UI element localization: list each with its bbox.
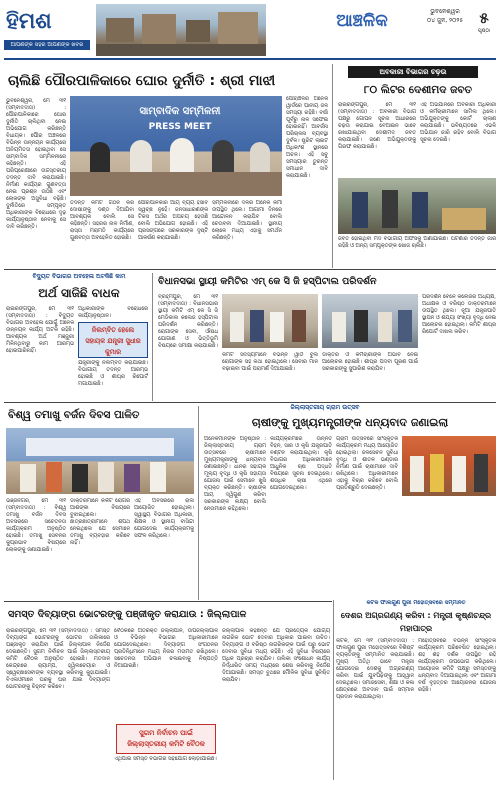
voters-body-col2b: ଏଥିପାଇଁ ସମସ୍ତ ବିଭାଗର ସହଯୋଗ ଲୋଡ଼ାଯାଇଛି।	[114, 756, 217, 762]
budget-body-col1: ରାଇରଙ୍ଗପୁର, ମେ ୩୧ (ସମ୍ବାଦଦାତା) : ବିଦ୍ୟୁତ ବିଭାଗର ଅବହେଳା ଯୋଗୁଁ ଅନେକ ଉନ୍ନୟନ କାର୍ଯ୍ୟ ଅଟକି ରହିଛି। ଆବଶ୍ୟକ ଅର୍ଥ ମଞ୍ଜୁରୀ ମିଳିନଥିବାରୁ କାମ ଆରମ୍ଭ ହୋଇପାରିନାହିଁ।	[6, 306, 74, 354]
budget-divider	[152, 273, 153, 401]
page-number: ୫	[479, 9, 489, 27]
voters-body-col2: ବୈଠକରେ ଅତିରିକ୍ତ ଜିଲ୍ଲାପାଳ, ଉପଜିଲ୍ଲାପାଳ ଓ ବିଭିନ୍ନ ବିଭାଗର ଅଧିକାରୀମାନେ ଯୋଗଦେଇଥିଲେ। ଦିବ୍ୟାଙ୍ଗ ସଂଗଠନର ପ୍ରତିନିଧିମାନେ ମଧ୍ୟ ନିଜର ମତାମତ ରଖିଥିଲେ। ସଚେତନତା ଅଭିଯାନ ଚଳାଇବାକୁ ନିଷ୍ପତ୍ତି ନିଆଯାଇଛି।	[114, 628, 218, 669]
right-column-divider	[332, 64, 333, 268]
masthead-banner-photo	[96, 4, 266, 56]
assembly-body-col2: କମିଟି ସଦସ୍ୟମାନେ ବିଭିନ୍ନ ୱାର୍ଡ ବୁଲି ରୋଗୀଙ୍କ ସହ କଥା ହୋଇଥିଲେ। ସେବାର ମାନ ବଢ଼ାଇବା ପାଇଁ ପରାମର୍ଶ ଦିଆଯାଇଛି।	[222, 352, 318, 372]
tobacco-headline: ବିଶ୍ୱ ତମାଖୁ ବର୍ଜନ ଦିବସ ପାଳିତ	[8, 409, 140, 421]
masthead-logo: ହିମଶ	[6, 8, 52, 34]
assembly-headline: ବିଧାନସଭା ସ୍ଥାୟୀ କମିଟିର ଏମ୍ କେ ସି ଜି ହସ୍ପିଟାଲ ପରିଦର୍ଶନ	[158, 276, 377, 287]
section-title: ଆଞ୍ଚଳିକ	[336, 11, 388, 31]
dateline-date: ୦୪ ଜୁନ, ୨୦୨୫	[426, 17, 464, 24]
voters-body-col1: ରାଇରଙ୍ଗପୁର, ମେ ୩୧ (ସମ୍ବାଦଦାତା) : ସମସ୍ତ ଦିବ୍ୟାଙ୍ଗ ଭୋଟରଙ୍କୁ ଭୋଟର ତାଲିକାରେ ପଞ୍ଜୀକୃତ କରାଯିବା ପାଇଁ ଜିଲ୍ଲାପାଳ ନିର୍ଦ୍ଦେଶ ଦେଇଛନ୍ତି। ସୁଗମ ନିର୍ବାଚନ ପାଇଁ ଜିଲ୍ଲାସ୍ତରୀୟ କମିଟି ବୈଠକ ଅନୁଷ୍ଠିତ ହୋଇଛି। ମତଦାନ କେନ୍ଦ୍ରରେ ର‍୍ୟାମ୍ପ, ହ୍ୱିଲଚେୟାର ଓ ସ୍ୱେଚ୍ଛାସେବୀଙ୍କ ବ୍ୟବସ୍ଥା କରିବାକୁ କୁହାଯାଇଛି। ବିଏଲଓମାନେ ଘରକୁ ଘର ଯାଇ ଦିବ୍ୟାଙ୍ଗ ଭୋଟରଙ୍କୁ ଚିହ୍ନଟ କରିବେ।	[6, 628, 110, 690]
excise-body-right: ଏହି ଅଭିଯାନରେ ଅବକାରୀ ଅଧିକାରୀ ଓ କର୍ମଚାରୀମାନେ ସାମିଲ ଥିଲେ। ଅଭିଯୁକ୍ତଙ୍କୁ କୋର୍ଟ ଚାଲାଣ କରାଯାଇଛି। ଭବିଷ୍ୟତରେ ଏଭଳି ଅଭିଯାନ ଜାରି ରହିବ ବୋଲି ବିଭାଗ ସୂଚନା ଦେଇଛି।	[420, 102, 496, 143]
masthead-rule	[4, 58, 496, 60]
assembly-photo-1	[222, 294, 318, 348]
farmers-body-col1: ଅନେକମାନଙ୍କ ଅନୁଷ୍ଠାନ : ଜିଲ୍ଲାସ୍ତରୀୟ ଗ୍ରାମ ଉତ୍ସବରେ ଚାଷୀମାନେ ମୁଖ୍ୟମନ୍ତ୍ରୀଙ୍କୁ ଧନ୍ୟବାଦ ଜଣାଇଛନ୍ତି। ଧାନର ସହାୟକ ମୂଲ୍ୟ ବୃଦ୍ଧି ଓ କୃଷି ସହାୟତା ଯୋଜନା ପାଇଁ ସେମାନେ ଖୁସି ବ୍ୟକ୍ତ କରିଛନ୍ତି। ଚାଷୀଙ୍କ ଆୟ ଦ୍ୱିଗୁଣ କରିବା ସରକାରଙ୍କ ଲକ୍ଷ୍ୟ ବୋଲି ନେତାମାନେ କହିଥିଲେ।	[204, 436, 266, 512]
farmers-photo	[402, 436, 496, 496]
tobacco-body-col2: ଡାକ୍ତରମାନେ କର୍କଟ ରୋଗର ଆଶଙ୍କା ବିଷୟରେ ବୁଝାଇଥିଲେ। ଛାତ୍ରଛାତ୍ରୀମାନେ ଶପଥ ନେଇଥିଲେ ଯେ ସେମାନେ ତମାଖୁ ବ୍ୟବହାର କରିବେ ନାହିଁ।	[70, 498, 130, 546]
budget-body-col3: ଯନ୍ତ୍ରୀଙ୍କୁ ନିଲମ୍ବିତ କରାଯାଇଛି। ବିଭାଗୀୟ ତଦନ୍ତ ଆରମ୍ଭ ହୋଇଛି ଓ ଶୀଘ୍ର ରିପୋର୍ଟ ମଗାଯାଇଛି।	[78, 360, 148, 387]
tobacco-photo	[6, 428, 194, 494]
lead-body-col5: ପୌରାଞ୍ଚଳର ଅନେକ ୱାର୍ଡରେ ପାନୀୟ ଜଳ ସମସ୍ୟା ରହିଛି। ବର୍ଷା ପୂର୍ବରୁ ନାଳ ସଫେଇ ହୋଇନାହିଁ। ଆବର୍ଜନା ପରିଚାଳନା ବ୍ୟବସ୍ଥା ଦୁର୍ବଳ। ଷ୍ଟ୍ରିଟ ଲାଇଟ ଅଧିକାଂଶ ସ୍ଥାନରେ ଅଚଳ। ଏହି ସବୁ ସମସ୍ୟାର ତୁରନ୍ତ ସମାଧାନ ଦାବି କରାଯାଇଛି।	[286, 96, 328, 179]
lead-headline: ଚାଲିଛି ପୌରପାଳିକାରେ ଘୋର ଦୁର୍ନୀତି : ଶ୍ରୀ ମାଝୀ	[8, 73, 276, 89]
lead-photo-press-meet	[70, 96, 282, 196]
dateline	[420, 8, 496, 48]
budget-headline: ଅର୍ଥ ସାଜିଛି ବାଧକ	[38, 286, 120, 300]
lead-body-col1: ଭୁବନେଶ୍ୱର, ମେ ୩୧ (ସମ୍ବାଦଦାତା) : ପୌରପାଳିକାରେ ଘୋର ଦୁର୍ନୀତି ଚାଲିଥିବା ନେଇ ଅଭିଯୋଗ କରିଛନ୍ତି ବିଧାୟକ। ପୌର ଅଞ୍ଚଳରେ ବିଭିନ୍ନ ଉନ୍ନୟନ କାର୍ଯ୍ୟରେ ଅନିୟମିତତା ହୋଇଥିବା ସେ ସାମ୍ବାଦିକ ସମ୍ମିଳନୀରେ କହିଛନ୍ତି। ଏହି ପରିପ୍ରେକ୍ଷୀରେ ଉଚ୍ଚସ୍ତରୀୟ ତଦନ୍ତ ଦାବି କରାଯାଇଛି। ନିର୍ମାଣ କାର୍ଯ୍ୟର ଗୁଣବତ୍ତା ନେଇ ପ୍ରଶ୍ନ ଉଠିଛି ଏବଂ ଲୋକଙ୍କ ଅସୁବିଧା ବଢ଼ିଛି। ଦୁର୍ନୀତିରେ ସମ୍ପୃକ୍ତ ଅଧିକାରୀଙ୍କ ବିରୋଧରେ ଦୃଢ଼ କାର୍ଯ୍ୟାନୁଷ୍ଠାନ ନେବାକୁ ସେ ଦାବି କରିଛନ୍ତି।	[6, 98, 66, 230]
voters-box-line2: ଜିଲ୍ଲାସ୍ତରୀୟ କମିଟି ବୈଠକ	[127, 740, 205, 748]
farmers-body-col2: କାର୍ଯ୍ୟକ୍ରମରେ ଉନ୍ନତ ବିହନ, ସାର ଓ କୃଷି ଯନ୍ତ୍ରପାତି ବଣ୍ଟନ କରାଯାଇଥିଲା। କୃଷି ବିଭାଗର ଅଧିକାରୀମାନେ ଆଧୁନିକ ଚାଷ ପଦ୍ଧତି ବିଷୟରେ ସୂଚନା ଦେଇଥିଲେ। ଶତାଧିକ ଚାଷୀ ଏଥିରେ ଯୋଗଦେଇଥିଲେ।	[270, 436, 332, 491]
lead-body-col4: ସମ୍ମିଳନୀରେ ଦଳର ଅନେକ କର୍ମୀ ଉପସ୍ଥିତ ଥିଲେ। ଆଗାମୀ ଦିନରେ ଆନ୍ଦୋଳନ କରାଯିବ ବୋଲି ଚେତାବନୀ ଦିଆଯାଇଛି। ସ୍ଥାନୀୟ ଲୋକେ ମଧ୍ୟ ଏହାକୁ ସମର୍ଥନ କରିଛନ୍ତି।	[212, 200, 282, 241]
tobacco-body-col1: ଭଞ୍ଜନଗର, ମେ ୩୧ (ସମ୍ବାଦଦାତା) : ବିଶ୍ୱ ତମାଖୁ ବର୍ଜନ ଦିବସ ଅବସରରେ ସଚେତନତା କାର୍ଯ୍ୟକ୍ରମ ଅନୁଷ୍ଠିତ ହୋଇଛି। ତମାଖୁ ସେବନର କୁପ୍ରଭାବ ବିଷୟରେ ଲୋକଙ୍କୁ ଜଣାଯାଇଛି।	[6, 498, 66, 553]
excise-headline: ୮୦ ଲିଟର ଦେଶୀମଦ ଜବତ	[364, 84, 472, 96]
assembly-body-col4: ପରିଦର୍ଶନ ବେଳେ କଲେଜର ଅଧ୍ୟକ୍ଷ, ଅଧୀକ୍ଷକ ଓ ବରିଷ୍ଠ ଡାକ୍ତରମାନେ ଉପସ୍ଥିତ ଥିଲେ। ନୂଆ ଯନ୍ତ୍ରପାତି ସ୍ଥାପନ ଓ ଶଯ୍ୟା ସଂଖ୍ୟା ବୃଦ୍ଧି ନେଇ ଆଲୋଚନା ହୋଇଥିଲା। କମିଟି ଶୀଘ୍ର ରିପୋର୍ଟ ଦାଖଲ କରିବ।	[422, 294, 496, 335]
excise-body-left: ରାଇରଙ୍ଗପୁର, ମେ ୩୧ (ସମ୍ବାଦଦାତା) : ଅବକାରୀ ବିଭାଗ ପକ୍ଷରୁ ଗୋପନ ସୂଚନା ଆଧାରରେ ଚଢ଼ଉ କରାଯାଇ ବେଆଇନ ଭାବେ ରଖାଯାଇଥିବା ଦେଶୀମଦ ଜବତ କରାଯାଇଛି। ଜଣେ ଅଭିଯୁକ୍ତଙ୍କୁ ଗିରଫ କରାଯାଇଛି।	[338, 102, 416, 150]
dateline-city: ଭୁବନେଶ୍ୱର	[430, 8, 460, 15]
page-label: ପୃଷ୍ଠା	[478, 28, 490, 34]
voters-body-col3: ଜିଲ୍ଲାପାଳ କହିଛନ୍ତି ଯେ ପ୍ରତ୍ୟେକ ଯୋଗ୍ୟ ନାଗରିକ ଭୋଟ ଦେବାର ଅଧିକାର ପାଇବା ଉଚିତ। ଦିବ୍ୟାଙ୍ଗ ଓ ବରିଷ୍ଠ ନାଗରିକଙ୍କ ପାଇଁ ଘରୁ ଭୋଟ ଦେବାର ସୁବିଧା ମଧ୍ୟ ରହିଛି। ଏହି ସୁବିଧା ବିଷୟରେ ଅଧିକ ପ୍ରଚାର କରାଯିବ। ତାଲିକା ସଂଶୋଧନ କାର୍ଯ୍ୟ ନିର୍ଦ୍ଧାରିତ ସମୟ ମଧ୍ୟରେ ଶେଷ କରିବାକୁ ନିର୍ଦ୍ଦେଶ ଦିଆଯାଇଛି। ସମସ୍ତ ବୁଥରେ ମୌଳିକ ସୁବିଧା ସୁନିଶ୍ଚିତ କରାଯିବ।	[222, 628, 330, 683]
farmers-kicker: ଜିଲ୍ଲାସ୍ତରୀୟ ଗ୍ରାମ ଉତ୍ସବ	[290, 404, 360, 411]
assembly-photo-2	[322, 294, 418, 348]
lead-body-col3: ପୌରପାଳିକାର ଆୟ ବ୍ୟୟ ହିସାବ ସ୍ୱଚ୍ଛ ନୁହେଁ। ଜନସାଧାରଣଙ୍କ ଟିକସ ଅର୍ଥର ଅପଚୟ ହେଉଛି ବୋଲି ଅଭିଯୋଗ ହୋଇଛି। ଏହି ପ୍ରସଙ୍ଗରେ ସରକାରଙ୍କ ଦୃଷ୍ଟି ଆକର୍ଷଣ କରାଯାଇଛି।	[138, 200, 208, 241]
voters-box-line1: ସୁଗମ ନିର୍ବାଚନ ପାଇଁ	[139, 729, 193, 737]
masthead	[0, 0, 500, 62]
section-rule-2	[4, 402, 496, 403]
banner-text-english: PRESS MEET	[148, 122, 212, 132]
section-rule-3	[4, 601, 332, 602]
excise-photo	[338, 178, 496, 234]
excise-kicker: ଅବକାରୀ ବିଭାଗର ଚଢ଼ଉ	[348, 66, 478, 78]
budget-kicker: ବିଦ୍ୟୁତ ବିଭାଗର ଅବହେଳା ଅଟକିଛି କାମ	[32, 273, 126, 280]
assembly-body-col1: ବ୍ରହ୍ମପୁର, ମେ ୩୧ (ସମ୍ବାଦଦାତା) : ବିଧାନସଭାର ସ୍ଥାୟୀ କମିଟି ଏମ୍ କେ ସି ଜି ମେଡିକାଲ କଲେଜ ହସ୍ପିଟାଲ ପରିଦର୍ଶନ କରିଛନ୍ତି। ରୋଗୀଙ୍କ ସେବା, ଔଷଧ ଯୋଗାଣ ଓ ଭିତ୍ତିଭୂମି ବିଷୟରେ ସମୀକ୍ଷା କରାଯାଇଛି।	[158, 294, 218, 349]
voters-highlight-box	[116, 724, 216, 754]
budget-body-col2: ଅଧିକାରୀଙ୍କ ବିରୋଧରେ କାର୍ଯ୍ୟାନୁଷ୍ଠାନ।	[78, 306, 148, 319]
assembly-body-col3: ଡାକ୍ତର ଓ କର୍ମଚାରୀଙ୍କ ଅଭାବ ନେଇ ଆଲୋଚନା ହୋଇଛି। ଶୀଘ୍ର ପଦବୀ ପୂରଣ ପାଇଁ ସରକାରଙ୍କୁ ସୁପାରିଶ କରାଯିବ।	[322, 352, 418, 372]
tobacco-divider	[198, 406, 199, 600]
excise-body-bottom: ଜବତ ହୋଇଥିବା ମଦ ବିଭାଗୀୟ ଅଫିସକୁ ଅଣାଯାଇଛି। ଘଟଣାର ତଦନ୍ତ ଜାରି ରହିଛି ଓ ଅନ୍ୟ ସମ୍ପୃକ୍ତଙ୍କ ଖୋଜ ଚାଲିଛି।	[338, 236, 496, 249]
section-rule-1	[4, 269, 496, 270]
honour-divider	[333, 600, 334, 780]
farmers-headline: ଚାଷୀଙ୍କୁ ମୁଖ୍ୟମନ୍ତ୍ରୀଙ୍କ ଧନ୍ୟବାଦ ଜଣାଇଲା	[251, 416, 449, 429]
honour-kicker: କଟକ ଫାଲଗୁଣ ପୁରୀ ମହୋତ୍ସବରେ ସମ୍ମାନିତ	[366, 600, 466, 606]
honour-body-col1: କଟକ, ମେ ୩୧ (ସମ୍ବାଦଦାତା) : ଫାଲଗୁଣ ପୁରୀ ମହୋତ୍ସବରେ ବିଶିଷ୍ଟ ବ୍ୟକ୍ତିଙ୍କୁ ସମ୍ମାନିତ କରାଯାଇଛି। ମୁଖ୍ୟ ଅତିଥି ଭାବେ ମନ୍ତ୍ରୀ ଯୋଗଦେଇ ଦେଶକୁ ଅଗ୍ରଗଣ୍ୟ କରିବା ପାଇଁ ଯୁବପିଢ଼ିଙ୍କୁ ଆହ୍ୱାନ ଦେଇଥିଲେ। ସମାଜସେବା, ଶିକ୍ଷା ଓ କଳା କ୍ଷେତ୍ରରେ ଅବଦାନ ପାଇଁ ସମ୍ମାନ ପ୍ରଦାନ କରାଯାଇଥିଲା।	[336, 638, 414, 700]
farmers-body-col3: ଗ୍ରାମ ଉତ୍ସବରେ ସାଂସ୍କୃତିକ କାର୍ଯ୍ୟକ୍ରମ ମଧ୍ୟ ଆୟୋଜିତ ହୋଇଥିଲା। ଜଳସେଚନ ସୁବିଧା ବୃଦ୍ଧି ଓ ଶୀତଳ ଭଣ୍ଡାର ନିର୍ମାଣ ପାଇଁ ଚାଷୀମାନେ ଦାବି ରଖିଥିଲେ। ଅଧିକାରୀମାନେ ଏହାକୁ ବିଚାର କରିବେ ବୋଲି ପ୍ରତିଶ୍ରୁତି ଦେଇଛନ୍ତି।	[336, 436, 398, 491]
tobacco-body-col3: ଏହି ଅବସରରେ ରାଲି ଆୟୋଜିତ ହୋଇଥିଲା। ସ୍ୱାସ୍ଥ୍ୟ ବିଭାଗର ଅଧିକାରୀ, ଶିକ୍ଷକ ଓ ସ୍ଥାନୀୟ ବାସିନ୍ଦା ଯୋଗଦେଇ କାର୍ଯ୍ୟକ୍ରମକୁ ସଫଳ କରିଥିଲେ।	[134, 498, 194, 539]
budget-highlight-box: ନିଲମ୍ବିତ ହେଲେ ସହାୟକ ଯନ୍ତ୍ରୀ ସୁଧୀର କୁମାର	[78, 322, 148, 358]
voters-headline: ସମସ୍ତ ଦିବ୍ୟାଙ୍ଗ ଭୋଟରଙ୍କୁ ପଞ୍ଜୀକୃତ କରାଯାଉ : ଜିଲ୍ଲାପାଳ	[8, 609, 247, 620]
banner-text: ସାମ୍ବାଦିକ ସମ୍ମିଳନୀ	[139, 106, 221, 117]
lead-body-col2: ତଦନ୍ତ କମିଟି ଗଠନ କରି ଦୋଷୀଙ୍କୁ ଦଣ୍ଡ ଦିଆଯିବା ଆବଶ୍ୟକ ବୋଲି ସେ କହିଛନ୍ତି। ସହରର ନାଳ ନିର୍ମାଣ, ରାସ୍ତା ମରାମତି କାର୍ଯ୍ୟରେ ଗୁଣବତ୍ତା ଅବହେଳିତ ହୋଇଛି।	[70, 200, 134, 241]
honour-headline: ଦେଶର ଅଗ୍ରଗଣ୍ୟ କରିବା : ମନ୍ତ୍ରୀ କୃଷ୍ଣଚନ୍ଦ୍ର ମହାପାତ୍ର	[340, 611, 492, 633]
masthead-tagline: ଆପଣଙ୍କ ସହର ଆପଣଙ୍କ ଖବର	[4, 40, 90, 50]
honour-body-col2: ମହୋତ୍ସବରେ ବିଭିନ୍ନ ସାଂସ୍କୃତିକ କାର୍ଯ୍ୟକ୍ରମ ପରିବେଷିତ ହୋଇଥିଲା। ଶହ ଶହ ଦର୍ଶକ ଉପସ୍ଥିତ ରହି କାର୍ଯ୍ୟକ୍ରମ ଉପଭୋଗ କରିଥିଲେ। ଆୟୋଜକ କମିଟି ପକ୍ଷରୁ ସମସ୍ତଙ୍କୁ ଧନ୍ୟବାଦ ଦିଆଯାଇଥିଲା ଏବଂ ଆଗାମୀ ବର୍ଷ ବୃହତ୍ତର ଆୟୋଜନର ଯୋଜନା ରହିଛି।	[418, 638, 496, 693]
